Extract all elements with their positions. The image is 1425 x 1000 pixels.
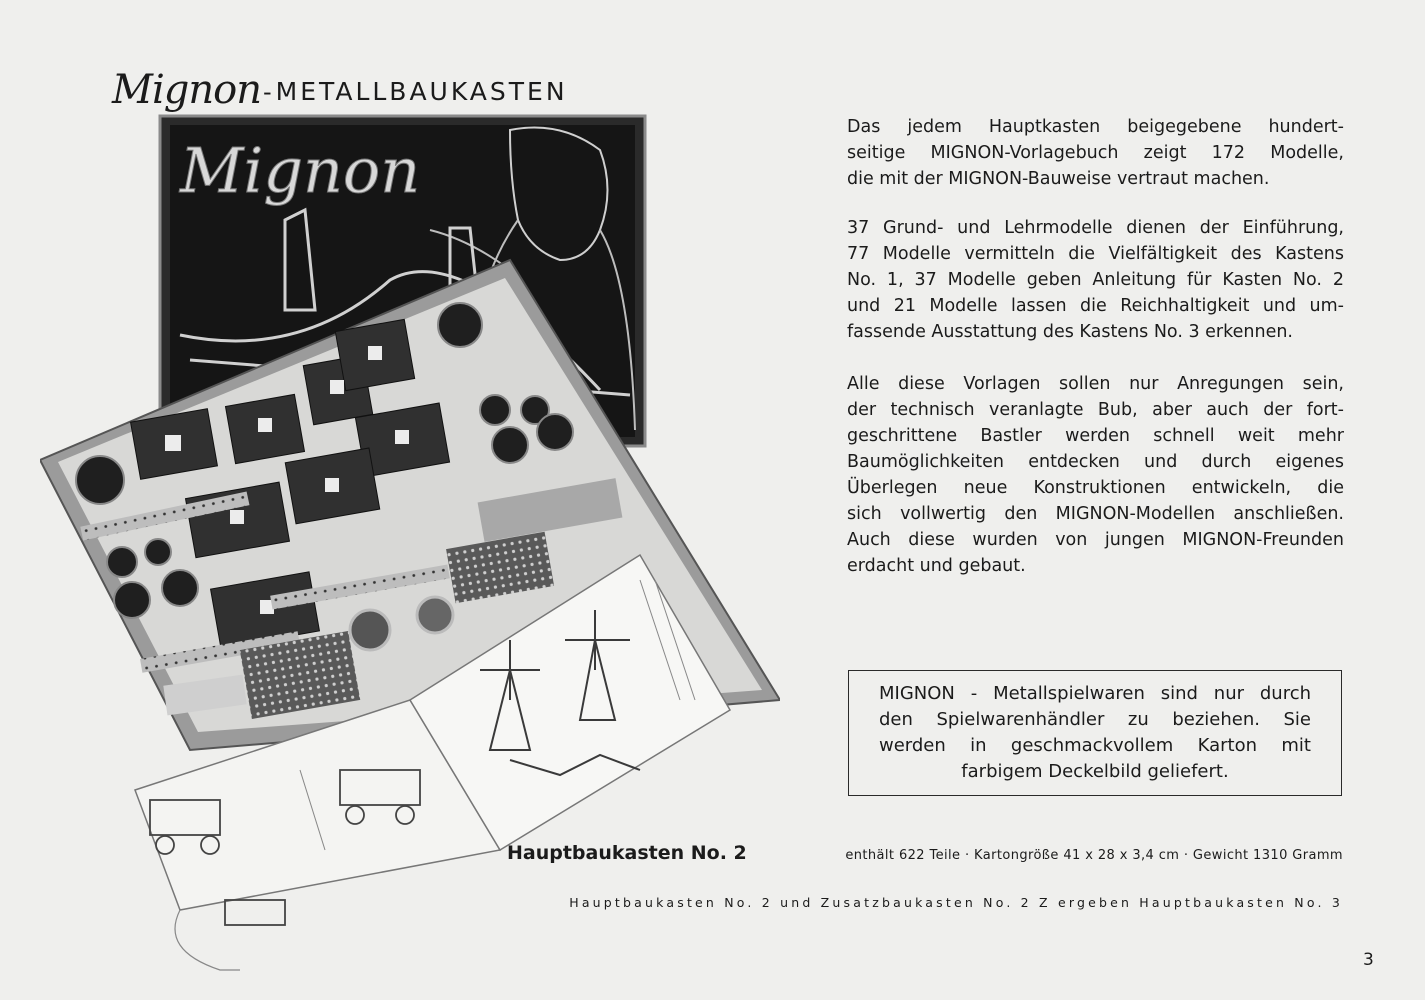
dealer-notice-box [848,670,1342,796]
paragraph-line: Überlegen neue Konstruktionen entwickeln, die [847,478,1344,498]
paragraph-line: die mit der MIGNON-Bauweise vertraut machen. [847,169,1270,189]
notice-line: farbigem Deckelbild geliefert. [961,761,1229,782]
notice-line: werden in geschmackvollem Karton mit [879,735,1311,756]
paragraph-line: fassende Ausstattung des Kastens No. 3 erkennen. [847,322,1293,342]
page-title [112,50,568,113]
models-paragraph [847,215,1344,345]
paragraph-line: sich vollwertig den MIGNON-Modellen anschließen. [847,504,1344,524]
paragraph-line: Baumöglichkeiten entdecken und durch eigenes [847,452,1344,472]
paragraph-line: Das jedem Hauptkasten beigegebene hundert- [847,117,1344,137]
mignon-script-logo: Mignon [112,67,261,113]
notice-line: den Spielwarenhändler zu beziehen. Sie [879,709,1311,730]
title-text: METALLBAUKASTEN [275,77,568,106]
kit-name: Hauptbaukasten No. 2 [507,842,747,864]
intro-paragraph [847,114,1344,192]
paragraph-line: Auch diese wurden von jungen MIGNON-Freunden [847,530,1344,550]
combination-note: Hauptbaukasten No. 2 und Zusatzbaukasten No. 2 Z ergeben Hauptbaukasten No. 3 [569,895,1343,910]
paragraph-line: 37 Grund- und Lehrmodelle dienen der Einführung, [847,218,1344,238]
paragraph-line: No. 1, 37 Modelle geben Anleitung für Kasten No. 2 [847,270,1344,290]
paragraph-line: 77 Modelle vermitteln die Vielfältigkeit des Kastens [847,244,1344,264]
paragraph-line: Alle diese Vorlagen sollen nur Anregungen sein, [847,374,1344,394]
title-dash: - [262,78,272,106]
paragraph-line: der technisch veranlagte Bub, aber auch der fort- [847,400,1344,420]
suggestions-paragraph [847,371,1344,579]
paragraph-line: seitige MIGNON-Vorlagebuch zeigt 172 Modelle, [847,143,1344,163]
notice-line: MIGNON - Metallspielwaren sind nur durch [879,683,1311,704]
kit-spec-line [507,842,1343,864]
paragraph-line: und 21 Modelle lassen die Reichhaltigkeit und um- [847,296,1344,316]
paragraph-line: geschrittene Bastler werden schnell weit mehr [847,426,1344,446]
box-lid-logo: Mignon [180,134,421,207]
page-number: 3 [1363,950,1374,970]
kit-details: enthält 622 Teile · Kartongröße 41 x 28 x 3,4 cm · Gewicht 1310 Gramm [845,848,1343,863]
paragraph-line: erdacht und gebaut. [847,556,1026,576]
